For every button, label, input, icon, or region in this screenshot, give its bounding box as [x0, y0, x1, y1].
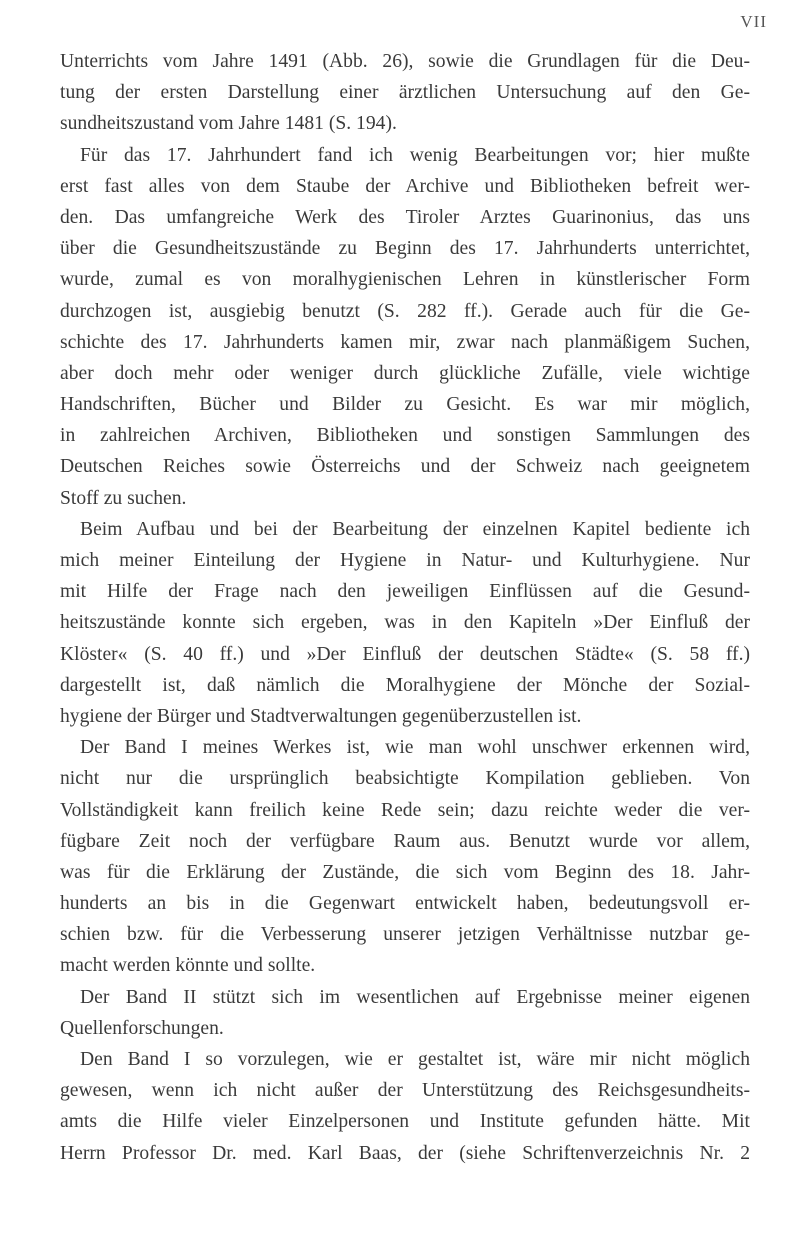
text-line: Für das 17. Jahrhundert fand ich wenig Bearbeitungen vor; hier mußte	[80, 144, 750, 166]
text-line: erst fast alles von dem Staube der Archive und Bibliotheken befreit wer-	[60, 175, 750, 197]
text-line: hunderts an bis in die Gegenwart entwickelt haben, bedeutungsvoll er-	[60, 893, 750, 915]
text-line: tung der ersten Darstellung einer ärztlichen Untersuchung auf den Ge-	[60, 82, 750, 104]
text-line: nicht nur die ursprünglich beabsichtigte Kompilation geblieben. Von	[60, 768, 750, 790]
text-line: über die Gesundheitszustände zu Beginn des 17. Jahrhunderts unterrichtet,	[60, 238, 750, 260]
text-line: heitszustände konnte sich ergeben, was in den Kapiteln »Der Einfluß der	[60, 612, 750, 634]
text-line: was für die Erklärung der Zustände, die sich vom Beginn des 18. Jahr-	[60, 861, 750, 883]
text-line: macht werden könnte und sollte.	[60, 955, 316, 977]
text-line: schichte des 17. Jahrhunderts kamen mir, zwar nach planmäßigem Suchen,	[60, 331, 750, 353]
text-line: Vollständigkeit kann freilich keine Rede sein; dazu reichte weder die ver-	[60, 799, 750, 821]
text-line: den. Das umfangreiche Werk des Tiroler Arztes Guarinonius, das uns	[60, 206, 750, 228]
text-line: in zahlreichen Archiven, Bibliotheken und sonstigen Sammlungen des	[60, 425, 750, 447]
page-number: VII	[740, 12, 767, 31]
text-line: hygiene der Bürger und Stadtverwaltungen gegenüberzustellen ist.	[60, 705, 582, 727]
text-line: Klöster« (S. 40 ff.) und »Der Einfluß der deutschen Städte« (S. 58 ff.)	[60, 643, 750, 665]
text-line: Den Band I so vorzulegen, wie er gestaltet ist, wäre mir nicht möglich	[80, 1049, 750, 1070]
text-line: fügbare Zeit noch der verfügbare Raum aus. Benutzt wurde vor allem,	[60, 830, 750, 852]
text-line: Handschriften, Bücher und Bilder zu Gesicht. Es war mir möglich,	[60, 394, 750, 416]
text-line: dargestellt ist, daß nämlich die Moralhygiene der Mönche der Sozial-	[60, 674, 750, 696]
text-line: Stoff zu suchen.	[60, 487, 187, 509]
text-line: mich meiner Einteilung der Hygiene in Natur- und Kulturhygiene. Nur	[60, 550, 750, 571]
text-line: aber doch mehr oder weniger durch glückliche Zufälle, viele wichtige	[60, 362, 750, 384]
text-line: sundheitszustand vom Jahre 1481 (S. 194).	[60, 113, 397, 135]
text-line: durchzogen ist, ausgiebig benutzt (S. 282 ff.). Gerade auch für die Ge-	[60, 300, 750, 322]
text-line: Quellenforschungen.	[60, 1017, 224, 1039]
text-line: Der Band I meines Werkes ist, wie man wohl unschwer erkennen wird,	[80, 737, 750, 759]
text-line: wurde, zumal es von moralhygienischen Lehren in künstlerischer Form	[60, 269, 750, 291]
text-line: Deutschen Reiches sowie Österreichs und der Schweiz nach geeignetem	[60, 456, 750, 478]
text-line: schien bzw. für die Verbesserung unserer jetzigen Verhältnisse nutzbar ge-	[60, 924, 750, 946]
text-line: amts die Hilfe vieler Einzelpersonen und Institute gefunden hätte. Mit	[60, 1111, 750, 1133]
text-line: mit Hilfe der Frage nach den jeweiligen Einflüssen auf die Gesund-	[60, 581, 750, 603]
text-line: Unterrichts vom Jahre 1491 (Abb. 26), sowie die Grundlagen für die Deu-	[60, 51, 750, 72]
body-text	[60, 46, 750, 1169]
text-line: Der Band II stützt sich im wesentlichen auf Ergebnisse meiner eigenen	[80, 986, 750, 1008]
text-line: Herrn Professor Dr. med. Karl Baas, der (siehe Schriftenverzeichnis Nr. 2	[60, 1142, 750, 1164]
text-line: Beim Aufbau und bei der Bearbeitung der einzelnen Kapitel bediente ich	[80, 518, 750, 540]
text-line: gewesen, wenn ich nicht außer der Unterstützung des Reichsgesundheits-	[60, 1080, 750, 1102]
